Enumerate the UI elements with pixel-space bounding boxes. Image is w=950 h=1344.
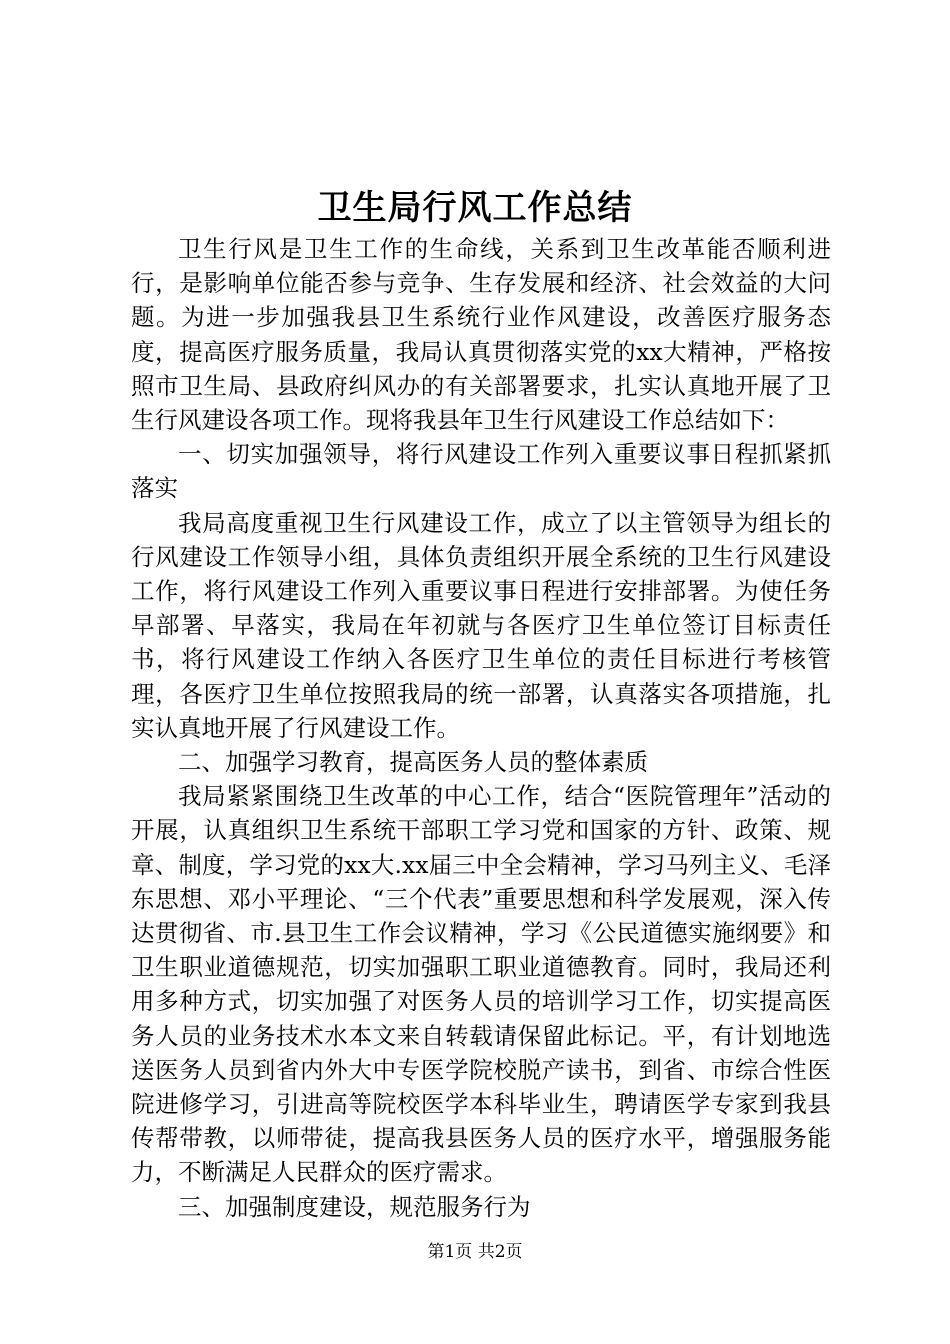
section-heading-2: 二、加强学习教育，提高医务人员的整体素质: [178, 748, 648, 777]
page-number-footer: 第1页 共2页: [427, 1242, 523, 1262]
document-title: 卫生局行风工作总结: [317, 188, 633, 228]
document-body: [131, 232, 831, 1224]
section-1-paragraph: 我局高度重视卫生行风建设工作，成立了以主管领导为组长的行风建设工作领导小组，具体负责组织开展全系统的卫生行风建设工作，将行风建设工作列入重要议事日程进行安排部署。为使任务早部署、早落实，我局在年初就与各医疗卫生单位签订目标责任书，将行风建设工作纳入各医疗卫生单位的责任目标进行考核管理，各医疗卫生单位按照我局的统一部署，认真落实各项措施，扎实认真地开展了行风建设工作。: [131, 508, 831, 742]
section-2-paragraph: 我局紧紧围绕卫生改革的中心工作，结合“医院管理年”活动的开展，认真组织卫生系统干部职工学习党和国家的方针、政策、规章、制度，学习党的xx大.xx届三中全会精神，学习马列主义、毛泽东思想、邓小平理论、“三个代表”重要思想和科学发展观，深入传达贯彻省、市.县卫生工作会议精神，学习《公民道德实施纲要》和卫生职业道德规范，切实加强职工职业道德教育。同时，我局还利用多种方式，切实加强了对医务人员的培训学习工作，切实提高医务人员的业务技术水本文来自转载请保留此标记。平，有计划地选送医务人员到省内外大中专医学院校脱产读书，到省、市综合性医院进修学习，引进高等院校医学本科毕业生，聘请医学专家到我县传帮带教，以师带徒，提高我县医务人员的医疗水平，增强服务能力，不断满足人民群众的医疗需求。: [131, 782, 831, 1187]
section-heading-1: 一、切实加强领导，将行风建设工作列入重要议事日程抓紧抓落实: [131, 440, 831, 503]
section-heading-3: 三、加强制度建设，规范服务行为: [178, 1192, 531, 1221]
intro-paragraph: 卫生行风是卫生工作的生命线，关系到卫生改革能否顺利进行，是影响单位能否参与竞争、生存发展和经济、社会效益的大问题。为进一步加强我县卫生系统行业作风建设，改善医疗服务态度，提高医疗服务质量，我局认真贯彻落实党的xx大精神，严格按照市卫生局、县政府纠风办的有关部署要求，扎实认真地开展了卫生行风建设各项工作。现将我县年卫生行风建设工作总结如下：: [131, 235, 831, 435]
